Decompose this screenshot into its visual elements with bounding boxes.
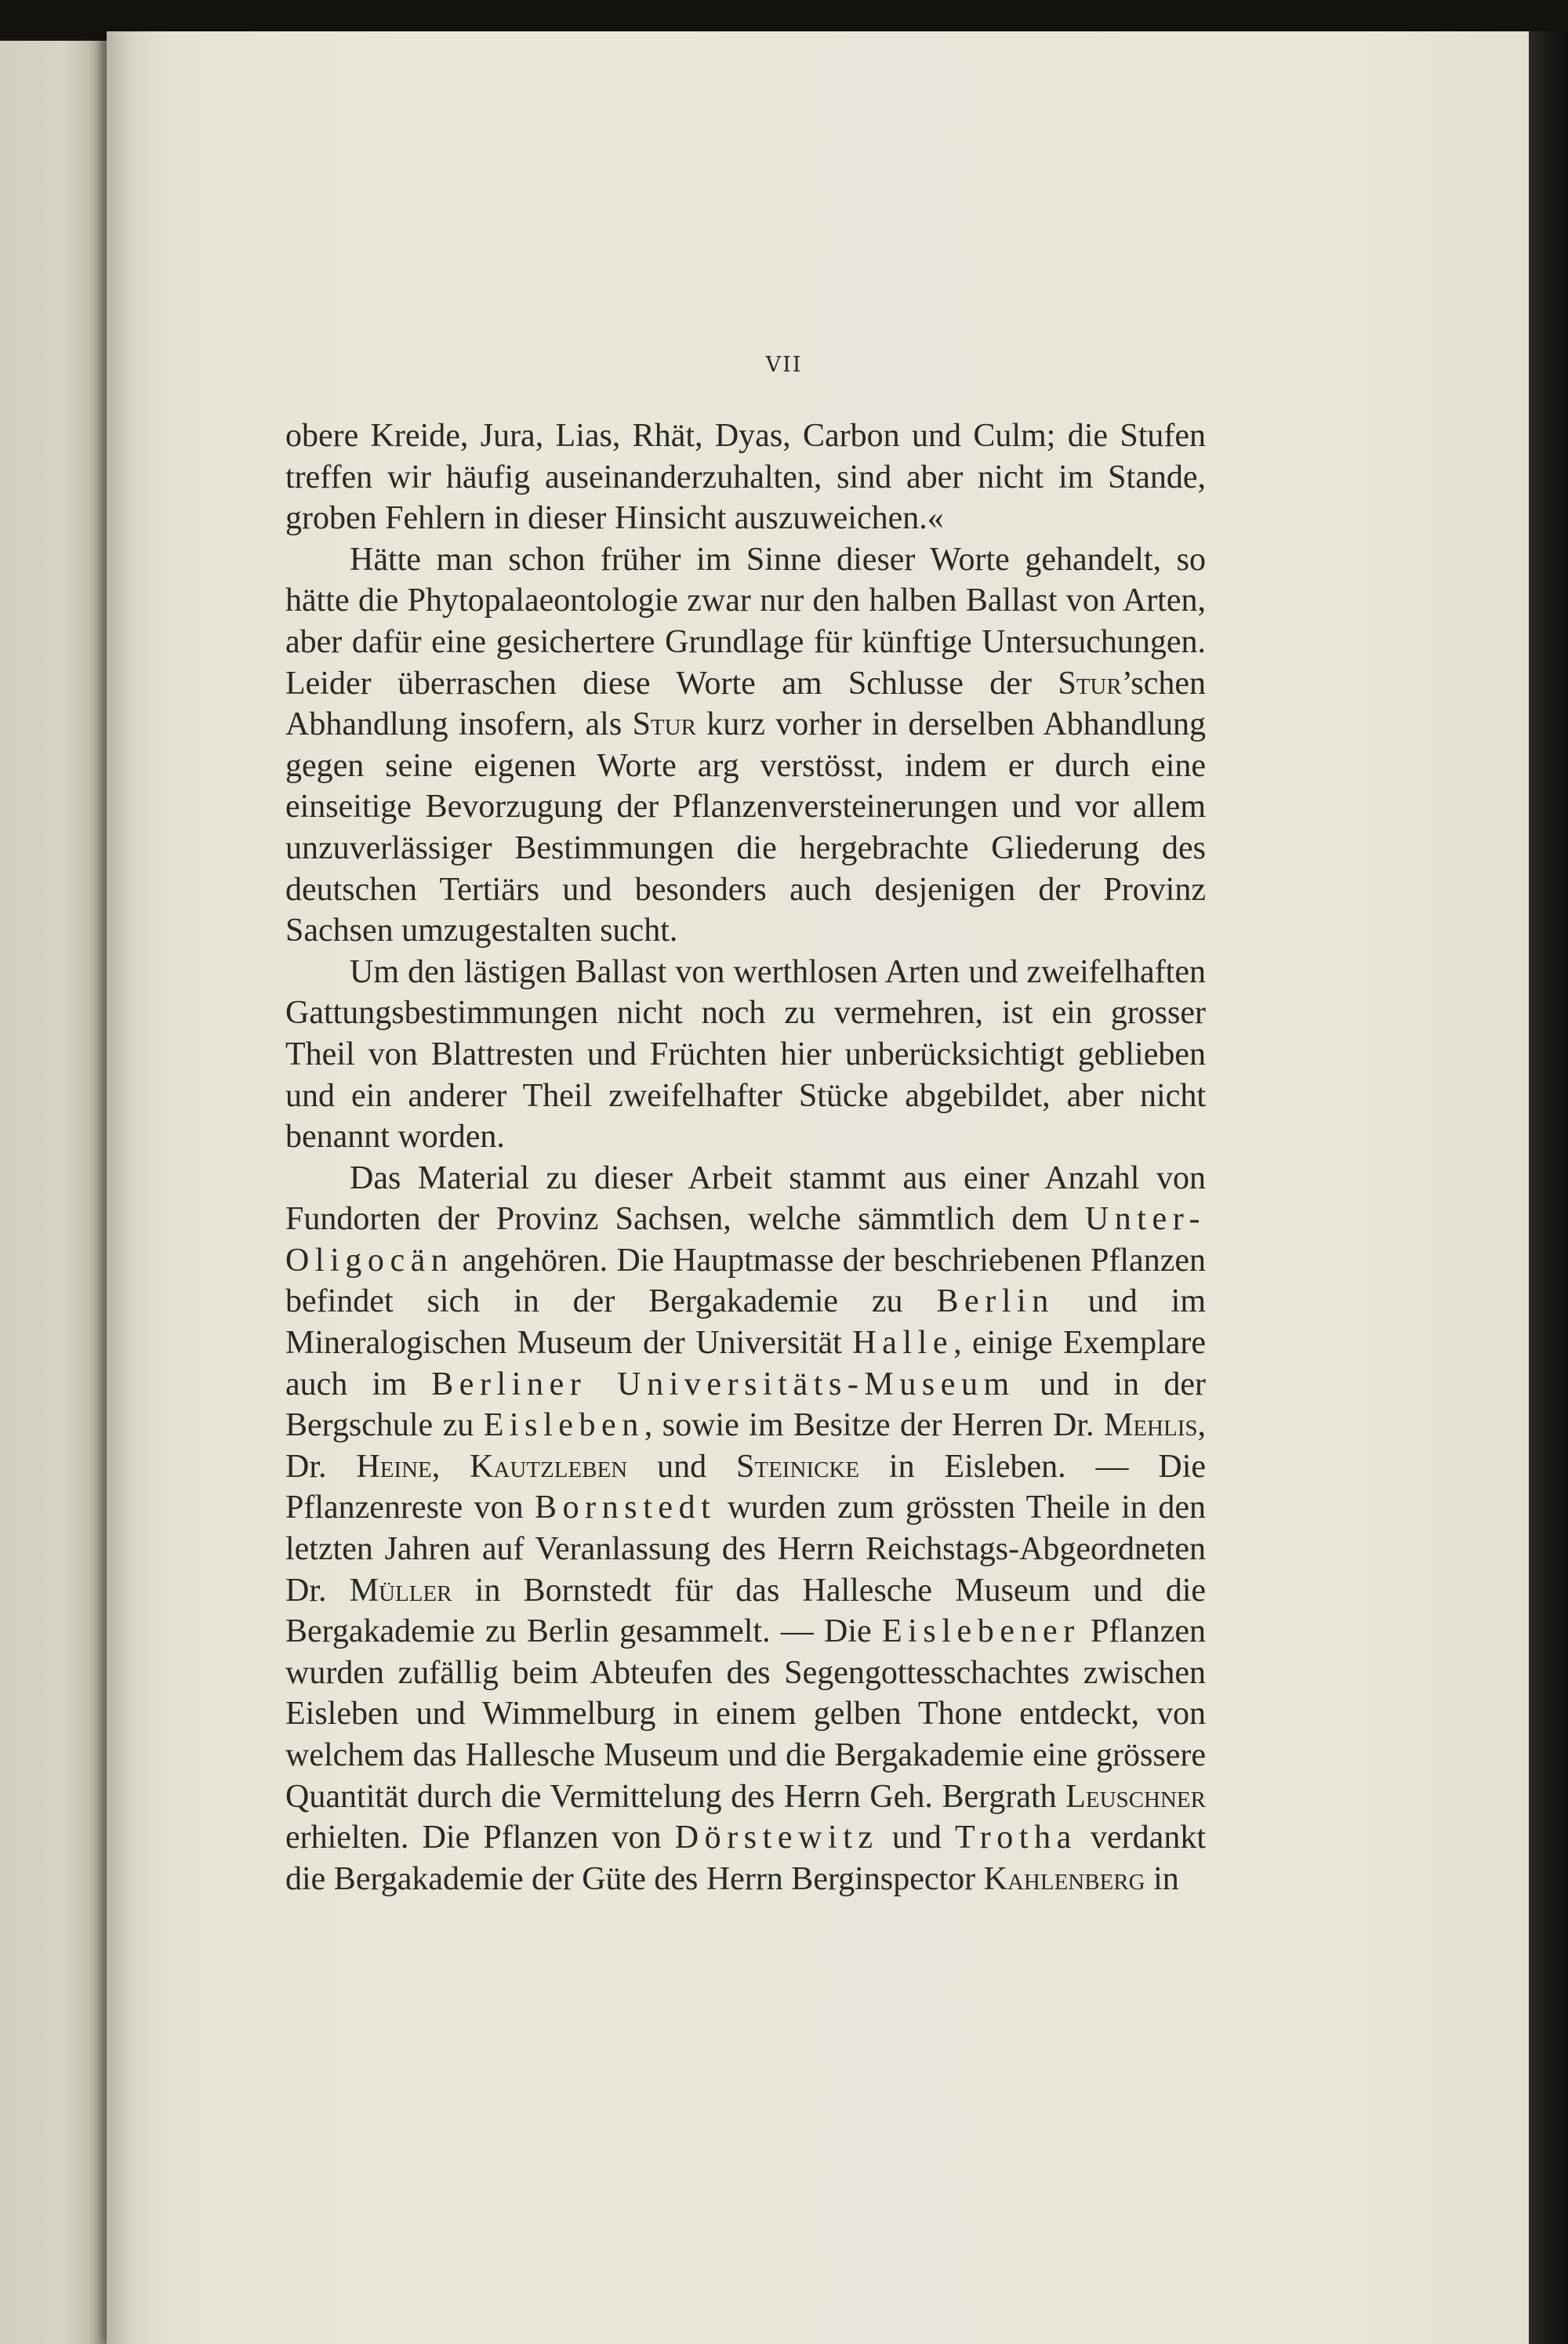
body-text xyxy=(285,415,1206,1900)
p4-name-heine: Heine xyxy=(356,1448,432,1485)
p4-spaced-bornstedt: Bornstedt xyxy=(535,1489,717,1526)
p4-text-17: in xyxy=(1145,1860,1179,1897)
p4-text-16: verdankt die Bergakademie der Güte des Herrn Berginspector xyxy=(285,1820,1206,1897)
p4-text-4: , einige Exemplare auch im xyxy=(285,1325,1207,1402)
p2-text-1: Hätte man schon früher im Sinne dieser Worte gehandelt, so hätte die Phytopalaeontologie zwar nur den halben Ballast von Arten, aber dafür eine gesichertere Grundlage für künftige Untersuchungen. Leider überraschen diese Worte am Schlusse der xyxy=(285,541,1206,702)
p4-text-5: und in der Bergschule zu xyxy=(285,1366,1206,1444)
p4-spaced-berlin: Berlin xyxy=(936,1283,1054,1320)
p4-spaced-unter-oligocaen: Unter-Oligocän xyxy=(285,1201,1206,1279)
paragraph-4 xyxy=(285,1158,1206,1900)
p4-text-6: , sowie im Besitze der Herren Dr. xyxy=(644,1407,1104,1444)
paragraph-1 xyxy=(285,415,1206,539)
page-number: VII xyxy=(765,353,803,377)
p4-spaced-trotha: Trotha xyxy=(955,1820,1077,1856)
p4-text-12: in Bornstedt für das Hallesche Museum und die Bergakademie zu Berlin gesammelt. — Die xyxy=(285,1572,1207,1650)
p4-spaced-doerstewitz: Dörstewitz xyxy=(674,1820,879,1856)
paragraph-3 xyxy=(285,952,1206,1158)
p3-text: Um den lästigen Ballast von werthlosen Arten und zweifelhaften Gattungsbestimmungen nicht noch zu vermehren, ist ein grosser Theil von Blattresten und Früchten hier unberücksichtigt geblieben und ein anderer Theil zweifelhafter Stücke abgebildet, aber nicht benannt worden. xyxy=(285,953,1206,1156)
p2-text-3: kurz vorher in derselben Abhandlung gegen seine eigenen Worte arg verstösst, indem er durch eine einseitige Bevorzugung der Pflanzenversteinerungen und vor allem unzuverlässiger Bestimmungen die hergebrachte Gliederung des deutschen Tertiärs und besonders auch desjenigen der Provinz Sachsen umzugestalten sucht. xyxy=(285,706,1206,949)
p4-text-2: angehören. Die Hauptmasse der beschriebenen Pflanzen befindet sich in der Bergakademie zu xyxy=(285,1242,1206,1320)
p4-spaced-halle: Halle xyxy=(852,1325,954,1362)
p4-name-leuschner: Leuschner xyxy=(1065,1778,1206,1815)
p4-spaced-berliner-museum: Berliner Universitäts-Museum xyxy=(431,1366,1015,1402)
p4-text-13: Pflanzen wurden zufällig beim Abteufen des Segengottesschachtes zwischen Eisleben und Wimmelburg in einem gelben Thone entdeckt, von welchem das Hallesche Museum und die Bergakademie eine grössere Quantität durch die Vermittelung des Herrn Geh. Bergrath xyxy=(285,1613,1206,1815)
p4-text-10: in Eisleben. — Die Pflanzenreste von xyxy=(285,1448,1207,1526)
p2-author-stur-1: Stur xyxy=(1058,665,1122,702)
p4-text-15: und xyxy=(878,1820,956,1856)
previous-page-edge xyxy=(0,41,118,2344)
p4-name-mueller: Müller xyxy=(349,1572,452,1609)
p4-spaced-eisleben: Eisleben xyxy=(483,1407,644,1444)
p2-author-stur-2: Stur xyxy=(632,706,696,743)
p4-spaced-eislebener: Eislebener xyxy=(881,1613,1080,1650)
p4-text-11: wurden zum grössten Theile in den letzten Jahren auf Veranlassung des Herrn Reichstags-Abgeordneten Dr. xyxy=(285,1489,1206,1609)
page-right-shadow xyxy=(1529,31,1568,2344)
p4-text-14: erhielten. Die Pflanzen von xyxy=(285,1820,675,1856)
p4-text-8: , xyxy=(431,1448,470,1485)
p1-text: obere Kreide, Jura, Lias, Rhät, Dyas, Carbon und Culm; die Stufen treffen wir häufig auseinanderzuhalten, sind aber nicht im Stande, groben Fehlern in dieser Hinsicht auszuweichen.« xyxy=(285,418,1206,537)
p2-text-2: ’schen Abhandlung insofern, als xyxy=(285,665,1206,743)
paragraph-2 xyxy=(285,539,1206,952)
p4-name-steinicke: Steinicke xyxy=(736,1448,860,1485)
p4-text-1: Das Material zu dieser Arbeit stammt aus einer Anzahl von Fundorten der Provinz Sachsen, welche sämmtlich dem xyxy=(285,1159,1206,1238)
p4-text-3: und im Mineralogischen Museum der Universität xyxy=(285,1283,1206,1362)
p4-text-7: , Dr. xyxy=(285,1407,1206,1485)
p4-name-kautzleben: Kautzleben xyxy=(470,1448,628,1485)
p4-name-mehlis: Mehlis xyxy=(1103,1407,1198,1444)
p4-text-9: und xyxy=(627,1448,736,1485)
p4-name-kahlenberg: Kahlenberg xyxy=(983,1860,1145,1897)
